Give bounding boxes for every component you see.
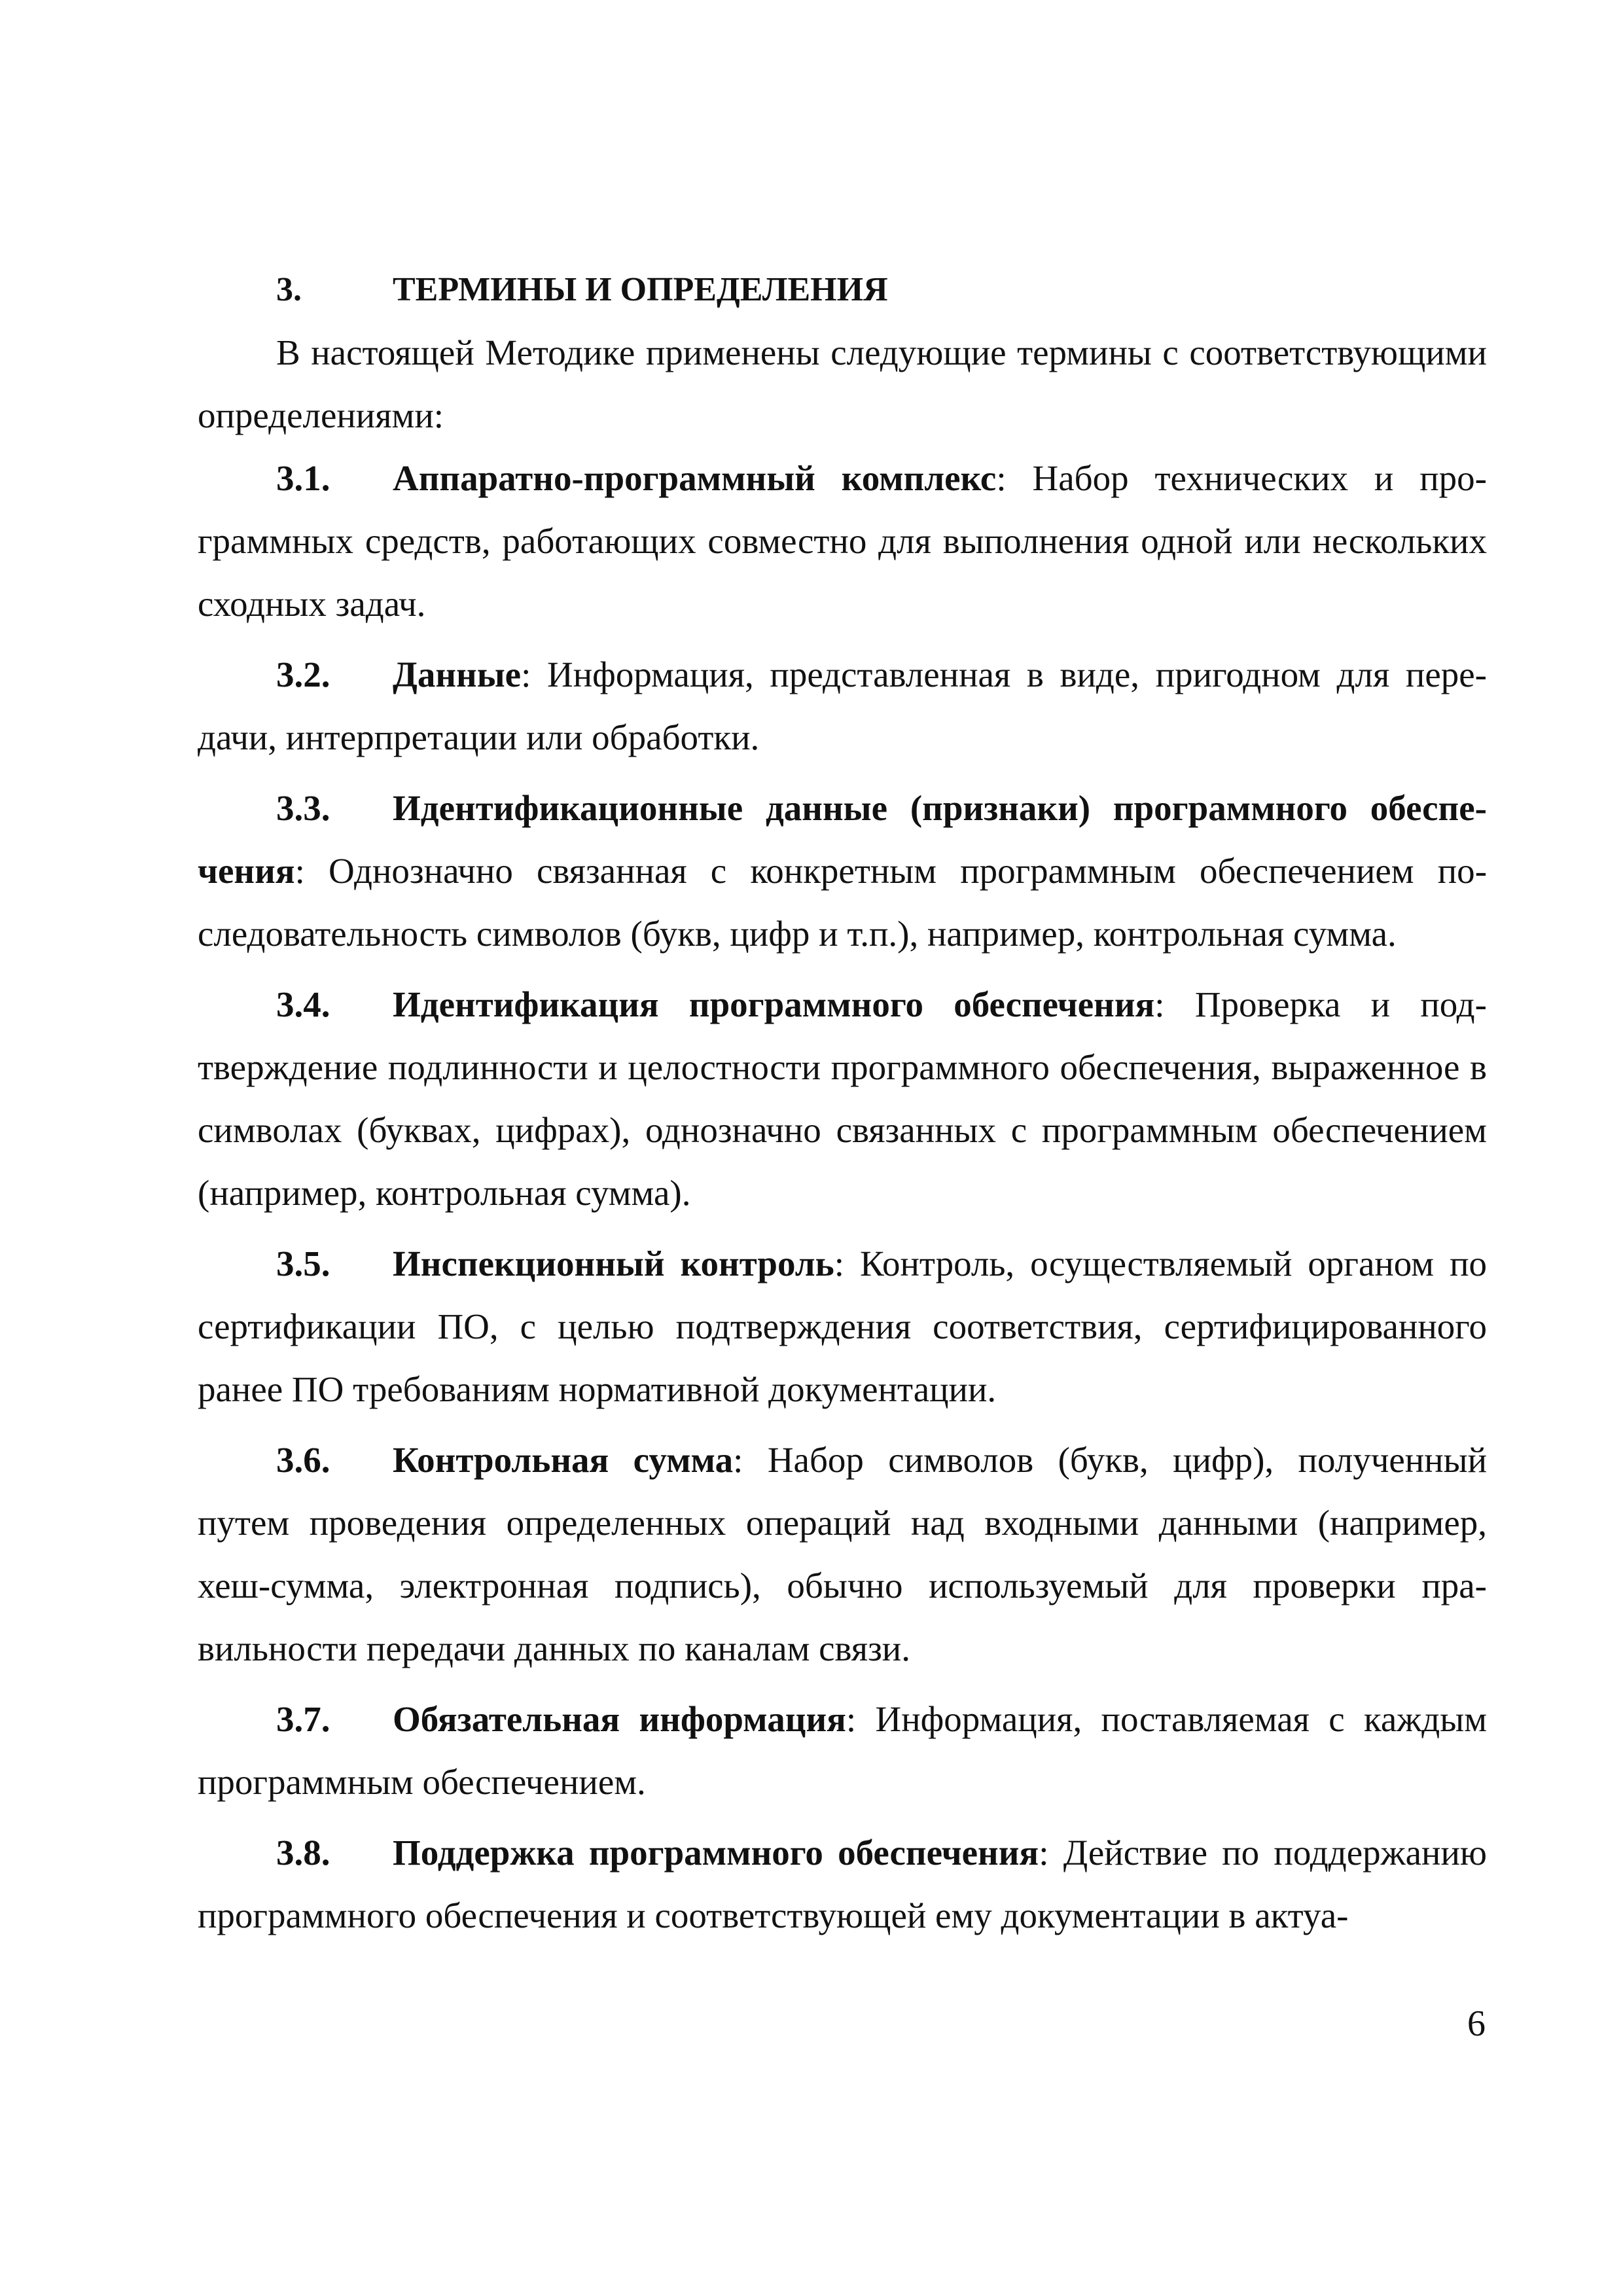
term-item [198,643,1487,769]
term-name: Инспекционный контроль [393,1244,834,1283]
term-item [198,1688,1487,1814]
term-number: 3.4. [276,984,330,1024]
terms-list [198,447,1487,1947]
term-separator: : [996,458,1033,498]
term-number: 3.1. [276,458,330,498]
term-name: Данные [393,655,522,694]
term-separator: : [521,655,548,694]
term-name: Аппаратно-программный комплекс [393,458,997,498]
term-item [198,1821,1487,1947]
term-number: 3.8. [276,1833,330,1873]
term-definition: Однозначно связанная с конкретным программным обеспечением последовательность символов (букв, цифр и т.п.), например, контрольная сумма. [198,851,1488,954]
term-separator: : [1039,1833,1063,1873]
term-name: Идентификация программного обеспечения [393,984,1155,1024]
section-title: ТЕРМИНЫ И ОПРЕДЕЛЕНИЯ [393,271,888,308]
term-definition: Набор технических и программных средств, работающих совместно для выполнения одной или нескольких сходных задач. [198,458,1487,624]
term-number: 3.6. [276,1440,330,1480]
term-item [198,777,1487,965]
term-separator: : [834,1244,861,1283]
term-separator: : [294,851,329,891]
term-item [198,447,1487,636]
section-heading: 3. ТЕРМИНЫ И ОПРЕДЕЛЕНИЯ [198,259,1487,321]
term-definition: Набор символов (букв, цифр), полученный путем проведения определенных операций над входными данными (например, хеш-сумма, электронная подпись), обычно используемый для проверки правильности передачи данных по каналам связи. [198,1440,1488,1668]
term-name: Обязательная информация [393,1699,846,1739]
term-number: 3.7. [276,1699,330,1739]
term-name: Контрольная сумма [393,1440,734,1480]
term-definition: Действие по поддержанию программного обеспечения и соответствующей ему документации в актуа- [198,1833,1487,1935]
page-content [198,259,1487,1955]
term-separator: : [733,1440,768,1480]
page-number: 6 [1467,2003,1486,2044]
term-number: 3.3. [276,788,330,828]
term-number: 3.2. [276,655,330,694]
term-name: Поддержка программного обеспечения [393,1833,1039,1873]
term-name: Идентификационные данные (признаки) программного обеспечения [198,788,1487,891]
term-number: 3.5. [276,1244,330,1283]
term-item [198,973,1487,1225]
term-item [198,1429,1487,1680]
term-separator: : [846,1699,876,1739]
term-definition: Проверка и подтверждение подлинности и целостности программного обеспечения, выраженное в символах (буквах, цифрах), однозначно связанных с программным обеспечением (например, контрольная сумма). [198,984,1487,1213]
term-definition: Контроль, осуществляемый органом по сертификации ПО, с целью подтверждения соответствия, сертифицированного ранее ПО требованиям нормативной документации. [198,1244,1487,1409]
term-item [198,1232,1487,1421]
term-separator: : [1154,984,1195,1024]
term-definition: Информация, поставляемая с каждым программным обеспечением. [198,1699,1487,1802]
term-definition: Информация, представленная в виде, пригодном для передачи, интерпретации или обработки. [198,655,1487,757]
intro-paragraph: В настоящей Методике применены следующие термины с соответствующими определениями: [198,332,1487,435]
